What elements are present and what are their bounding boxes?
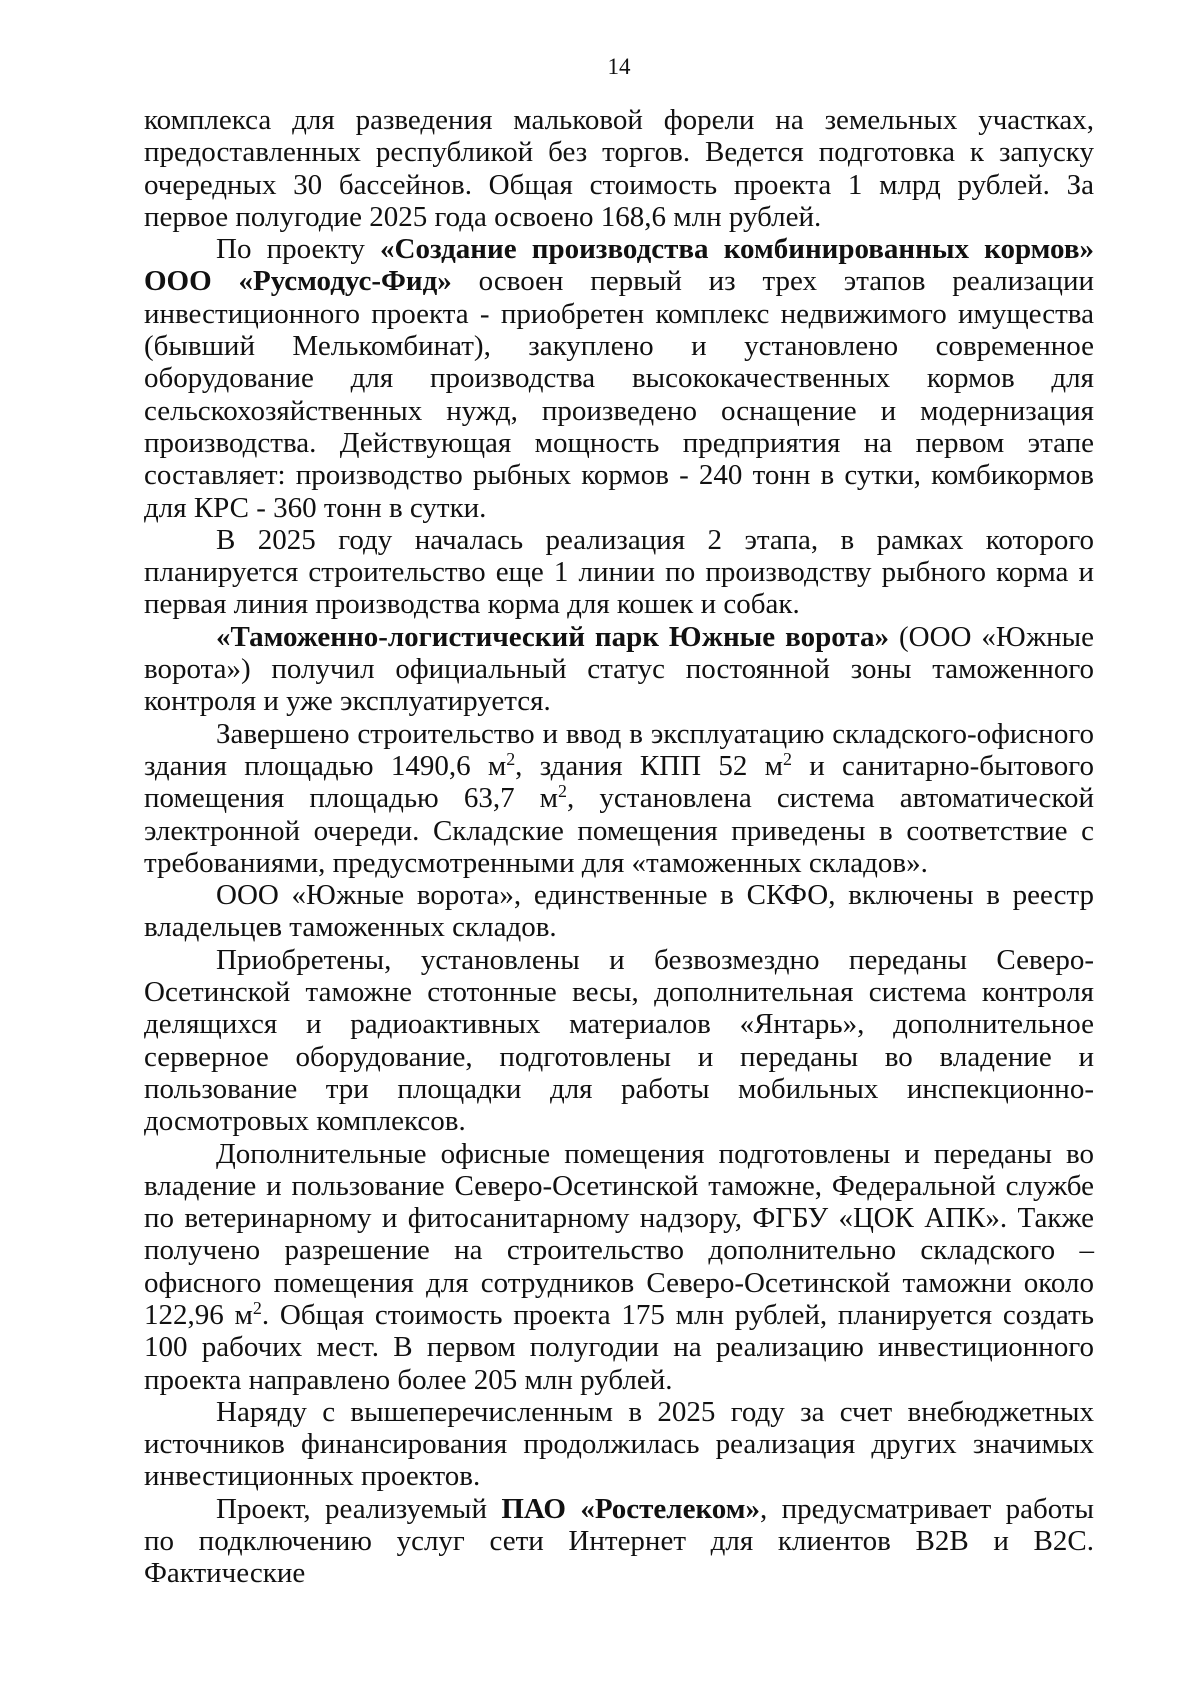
document-body <box>144 104 1094 1590</box>
paragraph-logistics-park: «Таможенно-логистический парк Южные ворота» (ООО «Южные ворота») получил официальный статус постоянной зоны таможенного контроля и уже эксплуатируется. <box>144 620 1095 718</box>
paragraph-trout-complex: комплекса для разведения мальковой форели на земельных участках, предоставленных республикой без торгов. Ведется подготовка к запуску очередных 30 бассейнов. Общая стоимость проекта 1 млрд рублей. За первое полугодие 2025 года освоено 168,6 млн рублей. <box>144 104 1094 233</box>
superscript-square: 2 <box>252 1298 262 1319</box>
paragraph-customs-registry: ООО «Южные ворота», единственные в СКФО, включены в реестр владельцев таможенных складов. <box>144 879 1094 944</box>
paragraph-construction-completed: Завершено строительство и ввод в эксплуатацию складского-офисного здания площадью 1490,6 $м^2$, здания КПП 52 $м^2$ и санитарно-бытового помещения площадью 63,7 $м^2$, установлена система автоматической электронной очереди. Складские помещения приведены в соответствие с требованиями, предусмотренными для «таможенных складов». <box>144 717 1094 879</box>
paragraph-other-projects: Наряду с вышеперечисленным в 2025 году за счет внебюджетных источников финансирования продолжилась реализация других значимых инвестиционных проектов. <box>144 1395 1094 1493</box>
paragraph-office-premises: Дополнительные офисные помещения подготовлены и переданы во владение и пользование Северо-Осетинской таможне, Федеральной службе по ветеринарному и фитосанитарному надзору, ФГБУ «ЦОК АПК». Также получено разрешение на строительство дополнительно складского – офисного помещения для сотрудников Северо-Осетинской таможни около 122,96 $м^2$. Общая стоимость проекта 175 млн рублей, планируется создать 100 рабочих мест. В первом полугодии на реализацию инвестиционного проекта направлено более 205 млн рублей. <box>144 1137 1094 1396</box>
paragraph-rusmodus-feed: По проекту «Создание производства комбинированных кормов» ООО «Русмодус-Фид» освоен первый из трех этапов реализации инвестиционного проекта - приобретен комплекс недвижимого имущества (бывший Мелькомбинат), закуплено и установлено современное оборудование для производства высококачественных кормов для сельскохозяйственных нужд, произведено оснащение и модернизация производства. Действующая мощность предприятия на первом этапе составляет: производство рыбных кормов - 240 тонн в сутки, комбикормов для КРС - 360 тонн в сутки. <box>144 233 1094 524</box>
page-number: 14 <box>607 54 631 79</box>
superscript-square: 2 <box>783 749 792 770</box>
superscript-square: 2 <box>558 781 568 802</box>
paragraph-stage-two: В 2025 году началась реализация 2 этапа, в рамках которого планируется строительство еще 1 линии по производству рыбного корма и первая линия производства корма для кошек и собак. <box>144 523 1094 621</box>
superscript-square: 2 <box>506 749 516 770</box>
project-name-logistics-park: «Таможенно-логистический парк Южные ворота» <box>216 620 889 653</box>
company-name-rostelecom: ПАО «Ростелеком» <box>501 1492 760 1525</box>
paragraph-rostelecom: Проект, реализуемый ПАО «Ростелеком», предусматривает работы по подключению услуг сети Интернет для клиентов B2B и B2C. Фактические <box>144 1492 1095 1590</box>
paragraph-equipment-transfer: Приобретены, установлены и безвозмездно переданы Северо-Осетинской таможне стотонные весы, дополнительная система контроля делящихся и радиоактивных материалов «Янтарь», дополнительное серверное оборудование, подготовлены и переданы во владение и пользование три площадки для работы мобильных инспекционно-досмотровых комплексов. <box>144 943 1094 1138</box>
project-name-feed-production: «Создание производства комбинированных кормов» ООО «Русмодус-Фид» <box>144 233 1094 298</box>
